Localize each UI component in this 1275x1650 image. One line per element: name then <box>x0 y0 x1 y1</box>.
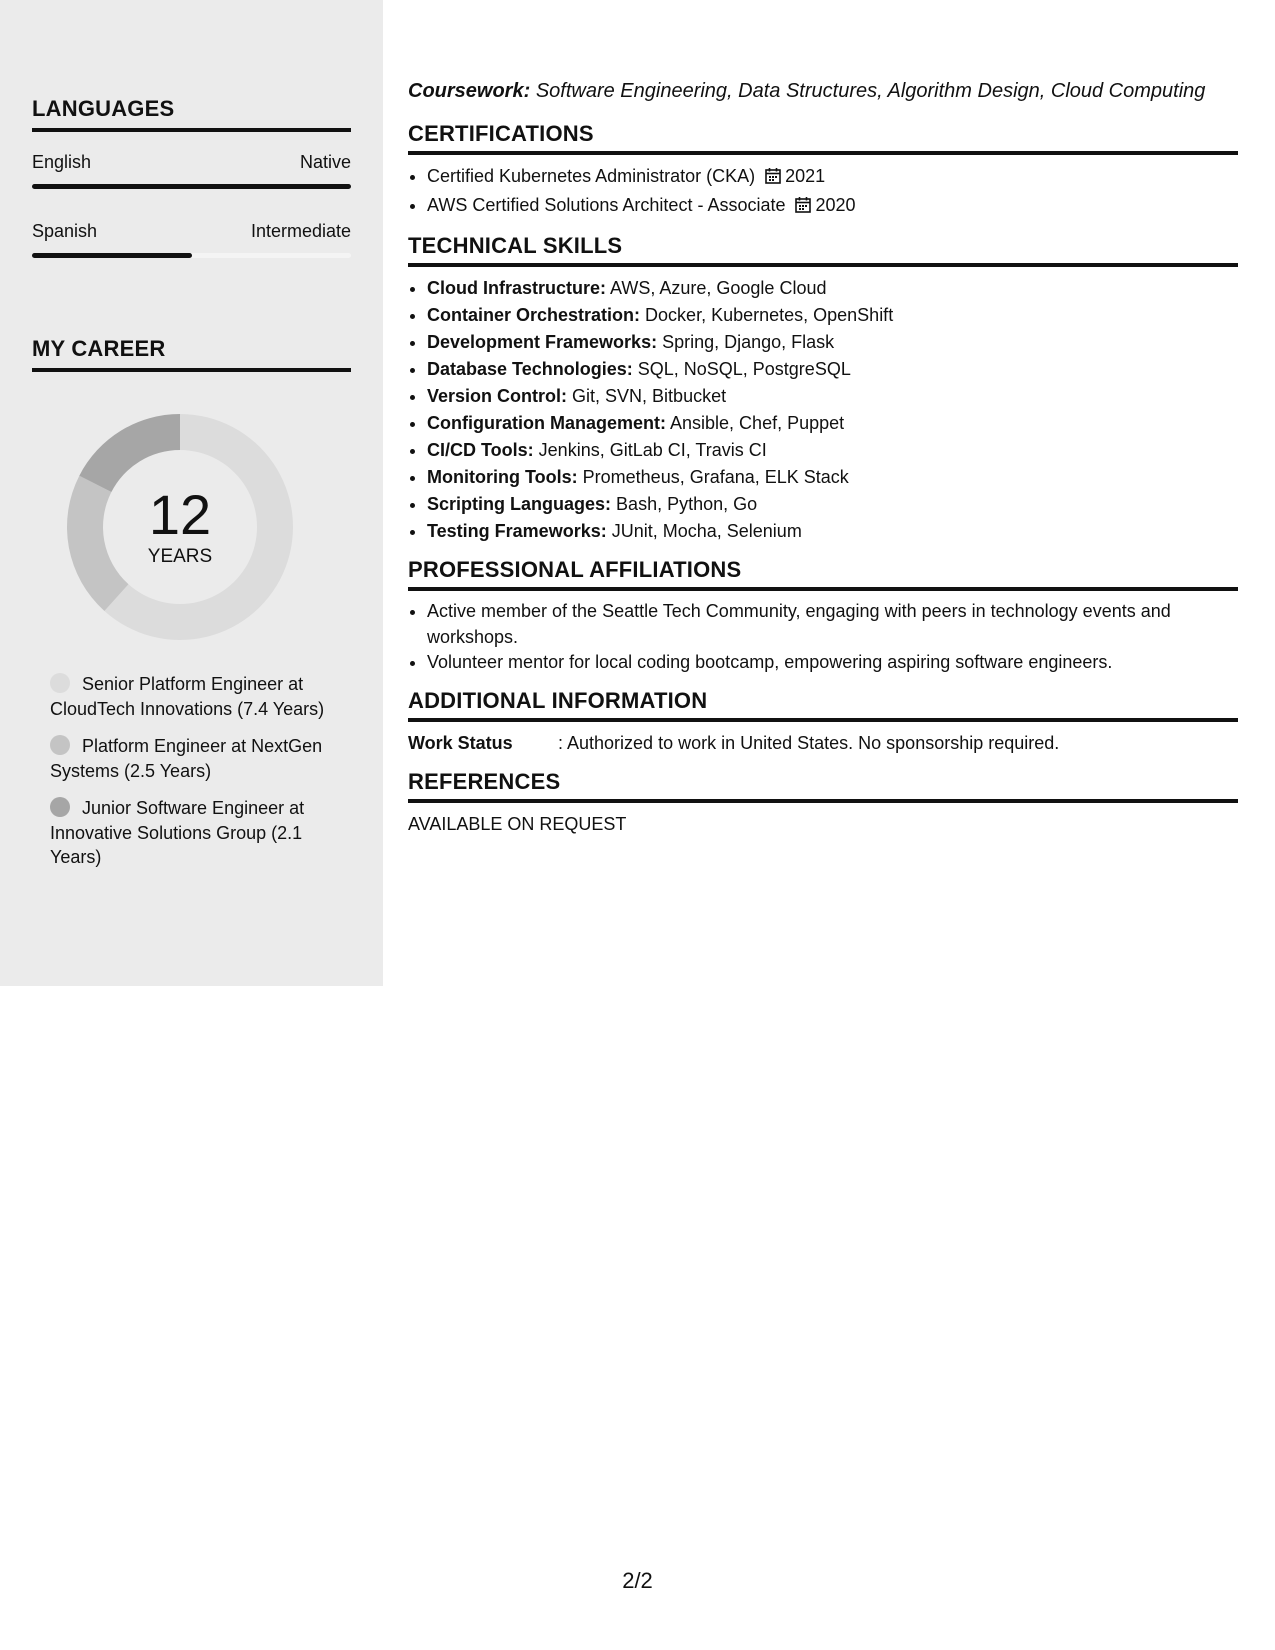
language-row-english <box>32 152 351 173</box>
certifications-list <box>408 163 1238 221</box>
references-heading: REFERENCES <box>408 769 1238 803</box>
certification-name: Certified Kubernetes Administrator (CKA) <box>427 166 756 186</box>
language-row-spanish <box>32 221 351 242</box>
coursework-label: Coursework: <box>408 80 531 102</box>
skill-value: Bash, Python, Go <box>616 494 758 514</box>
main-content <box>408 80 1238 838</box>
language-bar-spanish <box>32 253 351 258</box>
language-bar-fill <box>32 184 351 189</box>
career-heading: MY CAREER <box>32 336 351 372</box>
certification-name: AWS Certified Solutions Architect - Associate <box>427 195 786 215</box>
skill-value: Docker, Kubernetes, OpenShift <box>645 305 894 325</box>
skill-label: Configuration Management: <box>427 413 666 433</box>
career-item <box>50 734 330 783</box>
language-name: English <box>32 152 92 172</box>
certification-item <box>427 192 1238 221</box>
language-name: Spanish <box>32 221 98 241</box>
skill-value: Git, SVN, Bitbucket <box>572 386 727 406</box>
skill-label: Testing Frameworks: <box>427 521 607 541</box>
career-donut-chart <box>63 410 297 644</box>
career-item <box>50 672 330 721</box>
calendar-icon <box>795 194 811 221</box>
skill-value: JUnit, Mocha, Selenium <box>611 521 802 541</box>
skill-item <box>427 410 1238 437</box>
work-status-label: Work Status <box>408 732 513 753</box>
skill-value: Prometheus, Grafana, ELK Stack <box>582 467 849 487</box>
language-level: Intermediate <box>250 221 351 241</box>
affiliation-item: • Active member of the Seattle Tech Community, engaging with peers in technology events and workshops. <box>427 599 1238 650</box>
skill-label: Container Orchestration: <box>427 305 641 325</box>
skill-item <box>427 464 1238 491</box>
skill-value: Ansible, Chef, Puppet <box>670 413 845 433</box>
career-item <box>50 796 330 870</box>
skill-item <box>427 275 1238 302</box>
coursework-line <box>408 80 1238 103</box>
career-legend <box>50 672 330 883</box>
language-level: Native <box>299 152 351 172</box>
legend-dot-icon <box>50 797 70 817</box>
skill-value: AWS, Azure, Google Cloud <box>610 278 827 298</box>
certification-year: 2021 <box>785 166 826 186</box>
additional-info-heading: ADDITIONAL INFORMATION <box>408 688 1238 722</box>
skill-item <box>427 329 1238 356</box>
work-status-row <box>408 730 1238 757</box>
work-status-value: : Authorized to work in United States. No sponsorship required. <box>558 732 1060 753</box>
affiliation-item: • Volunteer mentor for local coding bootcamp, empowering aspiring software engineers. <box>427 650 1238 676</box>
career-item-text: Platform Engineer at NextGen Systems (2.5 Years) <box>50 736 323 781</box>
donut-center <box>63 410 297 644</box>
skill-label: Monitoring Tools: <box>427 467 578 487</box>
certification-year: 2020 <box>815 195 856 215</box>
language-bar-fill <box>32 253 192 258</box>
legend-dot-icon <box>50 673 70 693</box>
career-item-text: Junior Software Engineer at Innovative Solutions Group (2.1 Years) <box>50 798 305 867</box>
certification-item <box>427 163 1238 192</box>
skill-item <box>427 356 1238 383</box>
skill-value: SQL, NoSQL, PostgreSQL <box>637 359 851 379</box>
technical-skills-list <box>408 275 1238 545</box>
skill-value: Spring, Django, Flask <box>662 332 835 352</box>
languages-heading: LANGUAGES <box>32 96 351 132</box>
skill-item <box>427 302 1238 329</box>
career-item-text: Senior Platform Engineer at CloudTech Innovations (7.4 Years) <box>50 674 325 719</box>
skill-label: Development Frameworks: <box>427 332 658 352</box>
certifications-heading: CERTIFICATIONS <box>408 121 1238 155</box>
affiliations-heading: PROFESSIONAL AFFILIATIONS <box>408 557 1238 591</box>
skill-label: Scripting Languages: <box>427 494 612 514</box>
skill-value: Jenkins, GitLab CI, Travis CI <box>538 440 767 460</box>
skill-item <box>427 518 1238 545</box>
page-number: 2/2 <box>622 1568 653 1593</box>
sidebar <box>0 0 383 986</box>
skill-label: Version Control: <box>427 386 568 406</box>
legend-dot-icon <box>50 735 70 755</box>
career-total-unit: YEARS <box>147 546 213 567</box>
skill-item <box>427 383 1238 410</box>
career-total-years: 12 <box>148 483 212 546</box>
coursework-text: Software Engineering, Data Structures, Algorithm Design, Cloud Computing <box>535 80 1206 102</box>
affiliations-list <box>408 599 1238 676</box>
technical-skills-heading: TECHNICAL SKILLS <box>408 233 1238 267</box>
skill-label: Database Technologies: <box>427 359 633 379</box>
skill-label: CI/CD Tools: <box>427 440 534 460</box>
skill-item <box>427 491 1238 518</box>
skill-item <box>427 437 1238 464</box>
calendar-icon <box>765 165 781 192</box>
references-text: AVAILABLE ON REQUEST <box>408 813 627 834</box>
skill-label: Cloud Infrastructure: <box>427 278 607 298</box>
language-bar-english <box>32 184 351 189</box>
